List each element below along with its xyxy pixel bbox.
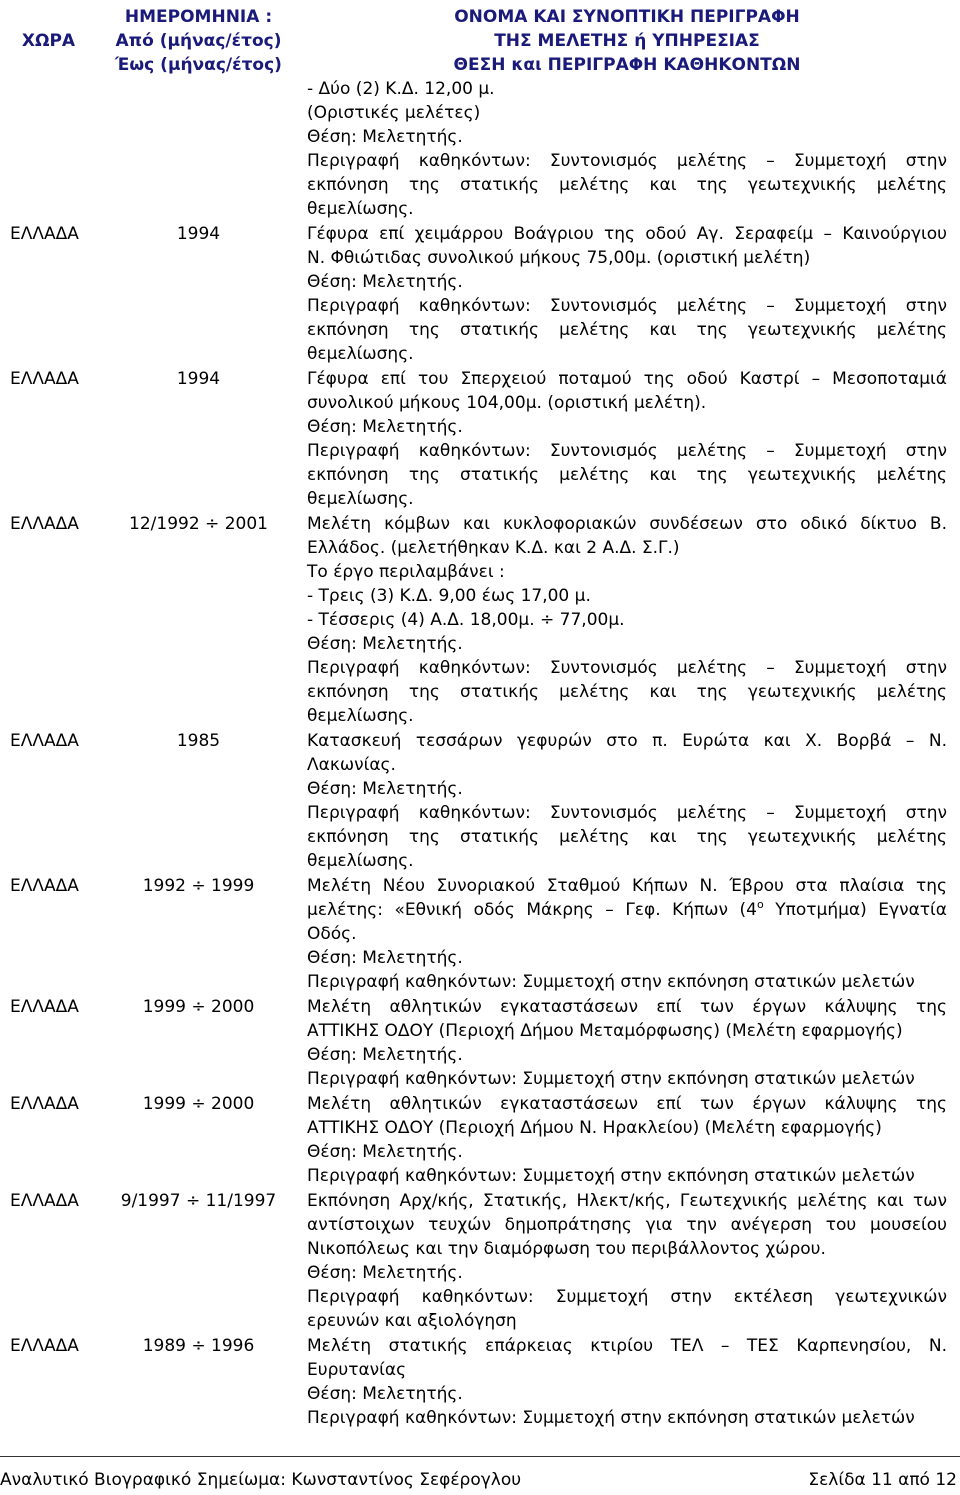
description-line: θεμελίωσης. — [307, 851, 414, 871]
date-cell: 9/1997 ÷ 11/1997 — [120, 1191, 277, 1211]
description-paragraph — [307, 608, 947, 632]
description-paragraph — [307, 1334, 947, 1382]
description-paragraph — [307, 77, 947, 101]
description-line: Θέση: Μελετητής. — [307, 272, 463, 292]
country-cell: ΕΛΛΑΔΑ — [10, 1191, 79, 1211]
project-description — [307, 367, 947, 511]
description-line: Περιγραφή καθηκόντων: Συντονισμός μελέτης – Συμμετοχή στην — [307, 151, 947, 171]
description-paragraph — [307, 1406, 947, 1430]
description-line: Μελέτη αθλητικών εγκαταστάσεων επί των έργων κάλυψης της — [307, 997, 947, 1017]
description-line: Περιγραφή καθηκόντων: Συμμετοχή στην εκπόνηση στατικών μελετών — [307, 972, 915, 992]
footer-title: Αναλυτικό Βιογραφικό Σημείωμα: Κωνσταντίνος Σεφέρογλου — [0, 1470, 522, 1490]
description-line: (Οριστικές μελέτες) — [307, 103, 481, 123]
description-paragraph — [307, 149, 947, 221]
description-line: Μελέτη αθλητικών εγκαταστάσεων επί των έργων κάλυψης της — [307, 1094, 947, 1114]
project-row — [0, 994, 947, 1091]
description-line: εκπόνηση της στατικής μελέτης και της γεωτεχνικής μελέτης — [307, 465, 947, 485]
header-date — [97, 5, 300, 77]
description-line: Γέφυρα επί χειμάρρου Βοάγριου της οδού Αγ. Σεραφείμ – Καινούργιου — [307, 224, 947, 244]
project-row — [0, 1091, 947, 1188]
description-paragraph — [307, 632, 947, 656]
description-line: Νικοπόλεως και την διαμόρφωση του περιβάλλοντος χώρου. — [307, 1239, 826, 1259]
description-paragraph — [307, 1164, 947, 1188]
date-cell: 12/1992 ÷ 2001 — [129, 514, 268, 534]
description-line: - Τρεις (3) Κ.Δ. 9,00 έως 17,00 μ. — [307, 586, 591, 606]
project-row — [0, 77, 947, 221]
description-line: εκπόνηση της στατικής μελέτης και της γεωτεχνικής μελέτης — [307, 827, 947, 847]
date-cell: 1985 — [176, 731, 221, 751]
description-line: Θέση: Μελετητής. — [307, 1045, 463, 1065]
description-paragraph — [307, 222, 947, 270]
description-line: Κατασκευή τεσσάρων γεφυρών στο π. Ευρώτα και Χ. Βορβά – Ν. — [307, 731, 947, 751]
description-paragraph — [307, 294, 947, 366]
project-description — [307, 874, 947, 994]
date-cell: 1994 — [176, 369, 221, 389]
date-cell — [97, 77, 300, 221]
table-header — [0, 5, 947, 77]
description-line: αντίστοιχων τευχών δημοπράτησης για την ανέγερση του μουσείου — [307, 1215, 947, 1235]
description-line: θεμελίωσης. — [307, 344, 414, 364]
date-cell: 1999 ÷ 2000 — [142, 1094, 255, 1114]
project-description — [307, 729, 947, 873]
description-line: Μελέτη στατικής επάρκειας κτιρίου ΤΕΛ – ΤΕΣ Καρπενησίου, Ν. — [307, 1336, 947, 1356]
description-paragraph — [307, 1189, 947, 1261]
description-line: Οδός. — [307, 924, 357, 944]
description-line: Γέφυρα επί του Σπερχειού ποταμού της οδού Καστρί – Μεσοποταμιά — [307, 369, 947, 389]
description-paragraph — [307, 560, 947, 584]
description-line: Θέση: Μελετητής. — [307, 1263, 463, 1283]
country-cell: ΕΛΛΑΔΑ — [10, 369, 79, 389]
project-row — [0, 366, 947, 511]
description-paragraph — [307, 1092, 947, 1140]
project-row — [0, 1188, 947, 1333]
description-paragraph — [307, 1140, 947, 1164]
date-cell: 1989 ÷ 1996 — [142, 1336, 255, 1356]
description-line: Εκπόνηση Αρχ/κής, Στατικής, Ηλεκτ/κής, Γεωτεχνικής μελέτης και των — [307, 1191, 947, 1211]
project-row — [0, 511, 947, 728]
header-date-line: Από (μήνας/έτος) — [115, 31, 282, 51]
project-description — [307, 1189, 947, 1333]
description-line: Περιγραφή καθηκόντων: Συντονισμός μελέτης – Συμμετοχή στην — [307, 296, 947, 316]
project-description — [307, 1334, 947, 1430]
description-line: Θέση: Μελετητής. — [307, 417, 463, 437]
description-line: Μελέτη κόμβων και κυκλοφοριακών συνδέσεων στο οδικό δίκτυο Β. — [307, 514, 947, 534]
country-cell: ΕΛΛΑΔΑ — [10, 1336, 79, 1356]
line-segment: μελέτης: «Εθνική οδός Μάκρης – Γεφ. Κήπων (4 — [307, 900, 757, 920]
description-paragraph — [307, 270, 947, 294]
description-line: εκπόνηση της στατικής μελέτης και της γεωτεχνικής μελέτης — [307, 682, 947, 702]
description-paragraph — [307, 777, 947, 801]
description-line: θεμελίωσης. — [307, 706, 414, 726]
description-paragraph — [307, 1261, 947, 1285]
description-line — [307, 898, 947, 922]
footer-divider — [0, 1456, 960, 1457]
projects-table-body — [0, 77, 947, 1430]
description-line: Περιγραφή καθηκόντων: Συμμετοχή στην εκτέλεση γεωτεχνικών — [307, 1287, 947, 1307]
description-line: Περιγραφή καθηκόντων: Συντονισμός μελέτης – Συμμετοχή στην — [307, 803, 947, 823]
country-cell: ΕΛΛΑΔΑ — [10, 876, 79, 896]
description-paragraph — [307, 729, 947, 777]
description-line: Το έργο περιλαμβάνει : — [307, 562, 505, 582]
description-paragraph — [307, 367, 947, 415]
project-row — [0, 728, 947, 873]
project-row — [0, 1333, 947, 1430]
country-cell: ΕΛΛΑΔΑ — [10, 997, 79, 1017]
description-line: Λακωνίας. — [307, 755, 396, 775]
description-paragraph — [307, 946, 947, 970]
superscript: ο — [757, 898, 764, 911]
header-date-line: ΗΜΕΡΟΜΗΝΙΑ : — [124, 7, 273, 27]
project-description — [307, 995, 947, 1091]
project-description — [307, 77, 947, 221]
project-row — [0, 873, 947, 994]
header-description-line: ΤΗΣ ΜΕΛΕΤΗΣ ή ΥΠΗΡΕΣΙΑΣ — [494, 31, 760, 51]
project-description — [307, 512, 947, 728]
country-cell: ΕΛΛΑΔΑ — [10, 1094, 79, 1114]
description-paragraph — [307, 1382, 947, 1406]
description-line: ΑΤΤΙΚΗΣ ΟΔΟΥ (Περιοχή Δήμου Ν. Ηρακλείου) (Μελέτη εφαρμογής) — [307, 1118, 882, 1138]
description-line: Θέση: Μελετητής. — [307, 634, 463, 654]
description-line: Ελλάδος. (μελετήθηκαν Κ.Δ. και 2 Α.Δ. Σ.Γ.) — [307, 538, 680, 558]
project-description — [307, 1092, 947, 1188]
description-paragraph — [307, 874, 947, 946]
description-line: - Δύο (2) Κ.Δ. 12,00 μ. — [307, 79, 495, 99]
description-line: ερευνών και αξιολόγηση — [307, 1311, 517, 1331]
description-paragraph — [307, 125, 947, 149]
description-line: Ευρυτανίας — [307, 1360, 407, 1380]
description-line: Θέση: Μελετητής. — [307, 948, 463, 968]
description-line: ΑΤΤΙΚΗΣ ΟΔΟΥ (Περιοχή Δήμου Μεταμόρφωσης) (Μελέτη εφαρμογής) — [307, 1021, 903, 1041]
country-cell: ΕΛΛΑΔΑ — [10, 731, 79, 751]
description-paragraph — [307, 1285, 947, 1333]
country-cell: ΕΛΛΑΔΑ — [10, 224, 79, 244]
description-line: Περιγραφή καθηκόντων: Συμμετοχή στην εκπόνηση στατικών μελετών — [307, 1069, 915, 1089]
description-paragraph — [307, 970, 947, 994]
page-number: Σελίδα 11 από 12 — [808, 1470, 957, 1490]
description-line: εκπόνηση της στατικής μελέτης και της γεωτεχνικής μελέτης — [307, 175, 947, 195]
date-cell: 1999 ÷ 2000 — [142, 997, 255, 1017]
header-date-line: Έως (μήνας/έτος) — [115, 55, 282, 75]
country-cell: ΕΛΛΑΔΑ — [10, 514, 79, 534]
description-line: Μελέτη Νέου Συνοριακού Σταθμού Κήπων Ν. Έβρου στα πλαίσια της — [307, 876, 947, 896]
date-cell: 1994 — [176, 224, 221, 244]
page-footer — [0, 1468, 957, 1492]
description-paragraph — [307, 415, 947, 439]
description-line: Θέση: Μελετητής. — [307, 1142, 463, 1162]
header-country: ΧΩΡΑ — [21, 31, 76, 51]
header-description-line: ΘΕΣΗ και ΠΕΡΙΓΡΑΦΗ ΚΑΘΗΚΟΝΤΩΝ — [453, 55, 801, 75]
description-line: - Τέσσερις (4) Α.Δ. 18,00μ. ÷ 77,00μ. — [307, 610, 625, 630]
description-line: εκπόνηση της στατικής μελέτης και της γεωτεχνικής μελέτης — [307, 320, 947, 340]
header-description-line: ΟΝΟΜΑ ΚΑΙ ΣΥΝΟΠΤΙΚΗ ΠΕΡΙΓΡΑΦΗ — [454, 7, 800, 27]
description-line: Ν. Φθιώτιδας συνολικού μήκους 75,00μ. (οριστική μελέτη) — [307, 248, 811, 268]
project-row — [0, 221, 947, 366]
description-line: θεμελίωσης. — [307, 199, 414, 219]
description-line: συνολικού μήκους 104,00μ. (οριστική μελέτη). — [307, 393, 707, 413]
country-cell — [0, 77, 97, 221]
description-line: θεμελίωσης. — [307, 489, 414, 509]
date-cell: 1992 ÷ 1999 — [142, 876, 255, 896]
header-description — [307, 5, 947, 77]
description-paragraph — [307, 995, 947, 1043]
description-line: Περιγραφή καθηκόντων: Συμμετοχή στην εκπόνηση στατικών μελετών — [307, 1408, 915, 1428]
description-line: Θέση: Μελετητής. — [307, 1384, 463, 1404]
description-paragraph — [307, 439, 947, 511]
description-line: Περιγραφή καθηκόντων: Συντονισμός μελέτης – Συμμετοχή στην — [307, 658, 947, 678]
description-line: Περιγραφή καθηκόντων: Συντονισμός μελέτης – Συμμετοχή στην — [307, 441, 947, 461]
description-line: Θέση: Μελετητής. — [307, 127, 463, 147]
description-line: Θέση: Μελετητής. — [307, 779, 463, 799]
description-paragraph — [307, 801, 947, 873]
project-description — [307, 222, 947, 366]
description-paragraph — [307, 656, 947, 728]
description-paragraph — [307, 512, 947, 560]
description-paragraph — [307, 584, 947, 608]
description-paragraph — [307, 101, 947, 125]
description-paragraph — [307, 1067, 947, 1091]
description-line: Περιγραφή καθηκόντων: Συμμετοχή στην εκπόνηση στατικών μελετών — [307, 1166, 915, 1186]
line-segment: Υποτμήμα) Εγνατία — [763, 900, 947, 920]
description-paragraph — [307, 1043, 947, 1067]
